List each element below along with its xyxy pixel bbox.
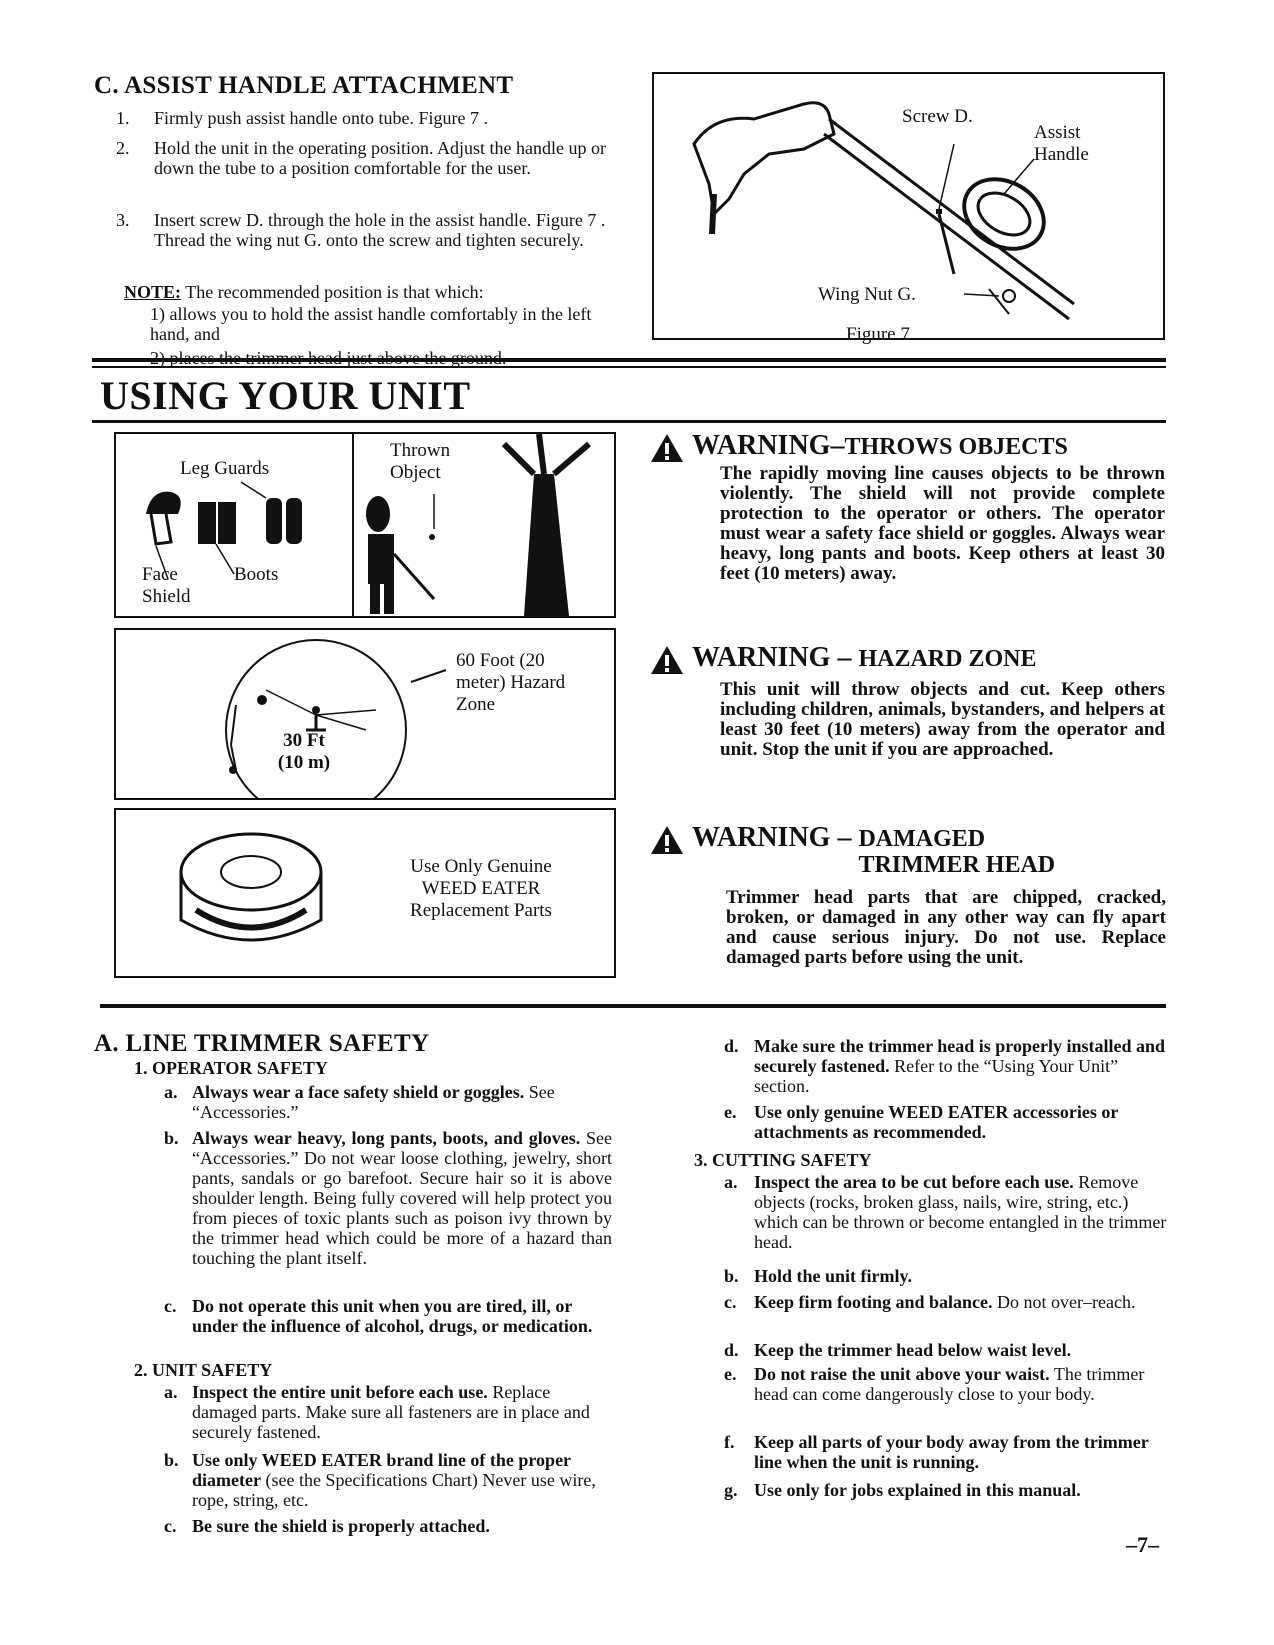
- face-shield-label: Face Shield: [142, 564, 191, 607]
- cutting-item-a: a. Inspect the area to be cut before each use. Remove objects (rocks, broken glass, nails, wire, string, etc.) which can be thrown or become entangled in the trimmer head.: [724, 1172, 1167, 1252]
- unit-item-a: a. Inspect the entire unit before each use. Replace damaged parts. Make sure all fasteners are in place and securely fastened.: [164, 1382, 590, 1442]
- cutting-item-c: c. Keep firm footing and balance. Do not over–reach.: [724, 1292, 1136, 1312]
- radius-label: 30 Ft (10 m): [277, 730, 331, 773]
- safety-heading: A. LINE TRIMMER SAFETY: [94, 1030, 430, 1057]
- warning-2-body: This unit will throw objects and cut. Keep others including children, animals, bystanders, and helpers at least 30 feet (10 meters) away from the operator and unit. Stop the unit if you are approached.: [720, 679, 1165, 760]
- warning-triangle-icon: [650, 825, 684, 855]
- unit-item-b: b. Use only WEED EATER brand line of the proper diameter (see the Specifications Chart) Never use wire, rope, string, etc.: [164, 1450, 596, 1510]
- figure-7-box: [652, 72, 1165, 340]
- warning-1-title: WARNING–THROWS OBJECTS: [650, 430, 1068, 463]
- cutting-item-g: g. Use only for jobs explained in this manual.: [724, 1480, 1081, 1500]
- note-item-1: 1) allows you to hold the assist handle comfortably in the left hand, and: [150, 304, 592, 344]
- cutting-safety-heading: 3. CUTTING SAFETY: [694, 1150, 872, 1170]
- warning-1-body: The rapidly moving line causes objects to be thrown violently. The shield will not provide complete protection to the operator or others. The operator must wear a safety face shield or goggles. Always wear heavy, long pants and boots. Keep others at least 30 feet (10 meters) away.: [720, 463, 1165, 584]
- operator-safety-heading: 1. OPERATOR SAFETY: [134, 1058, 328, 1078]
- leg-guards-label: Leg Guards: [180, 458, 270, 479]
- wing-nut-label: Wing Nut G.: [818, 284, 916, 305]
- operator-item-c: c. Do not operate this unit when you are tired, ill, or under the influence of alcohol, drugs, or medication.: [164, 1296, 593, 1336]
- assist-note: NOTE: The recommended position is that which:: [124, 282, 484, 302]
- warning-3-body: Trimmer head parts that are chipped, cracked, broken, or damaged in any other way can fly apart and cause serious injury. Do not use. Replace damaged parts before using the unit.: [726, 887, 1166, 968]
- cutting-item-f: f. Keep all parts of your body away from the trimmer line when the unit is running.: [724, 1432, 1149, 1472]
- section-rule: [92, 358, 1166, 362]
- section-rule-2: [100, 1004, 1166, 1008]
- figure-7-caption: Figure 7: [846, 324, 910, 345]
- unit-item-e: e. Use only genuine WEED EATER accessories or attachments as recommended.: [724, 1102, 1119, 1142]
- boots-label: Boots: [234, 564, 279, 585]
- warning-triangle-icon: [650, 645, 684, 675]
- using-title: USING YOUR UNIT: [100, 373, 471, 418]
- hazard-zone-box: [114, 628, 616, 800]
- genuine-parts-box: [114, 808, 616, 978]
- title-rule: [92, 420, 1166, 423]
- operator-item-b: b. Always wear heavy, long pants, boots, and gloves. See “Accessories.” Do not wear loose clothing, jewelry, short pants, sandals or go barefoot. Secure hair so it is above shoulder length. Being fully covered will help protect you from pieces of toxic plants such as poison ivy thrown by the trimmer head which could be more of a hazard than touching the plant itself.: [164, 1128, 613, 1268]
- protective-gear-box: [114, 432, 354, 618]
- unit-safety-heading: 2. UNIT SAFETY: [134, 1360, 273, 1380]
- hazard-zone-label: 60 Foot (20 meter) Hazard Zone: [456, 650, 566, 715]
- warning-triangle-icon: [650, 433, 684, 463]
- thrown-object-label: Thrown Object: [390, 440, 451, 483]
- section-rule-thin: [92, 366, 1166, 368]
- assist-step-2: 2. Hold the unit in the operating position. Adjust the handle up or down the tube to a position comfortable for the user.: [116, 138, 606, 178]
- thrown-object-box: [352, 432, 616, 618]
- screw-d-label: Screw D.: [902, 106, 973, 127]
- assist-handle-label: Assist Handle: [1034, 122, 1089, 165]
- page-number: –7–: [1126, 1532, 1159, 1557]
- assist-heading: C. ASSIST HANDLE ATTACHMENT: [94, 72, 514, 99]
- warning-3-title: WARNING – DAMAGED TRIMMER HEAD: [650, 822, 1058, 878]
- unit-item-d: d. Make sure the trimmer head is properly installed and securely fastened. Refer to the “Using Your Unit” section.: [724, 1036, 1165, 1096]
- warning-2-title: WARNING – HAZARD ZONE: [650, 642, 1037, 675]
- assist-step-3: 3. Insert screw D. through the hole in the assist handle. Figure 7 . Thread the wing nut G. onto the screw and tighten securely.: [116, 210, 606, 250]
- cutting-item-e: e. Do not raise the unit above your waist. The trimmer head can come dangerously close to your body.: [724, 1364, 1145, 1404]
- genuine-parts-label: Use Only Genuine WEED EATER Replacement Parts: [410, 856, 552, 921]
- operator-item-a: a. Always wear a face safety shield or goggles. See “Accessories.”: [164, 1082, 555, 1122]
